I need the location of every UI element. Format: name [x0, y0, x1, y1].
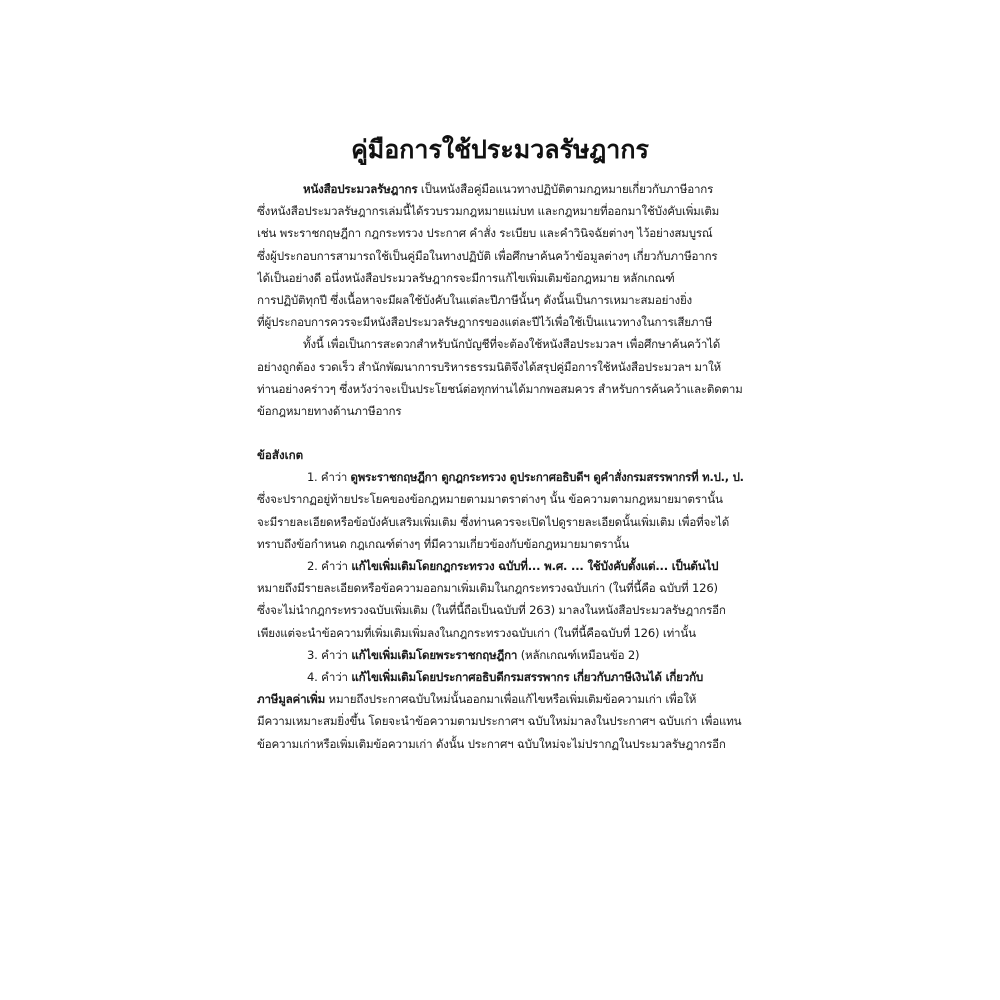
notes-heading: ข้อสังเกต — [257, 448, 304, 463]
note-2-line-2: หมายถึงมีรายละเอียดหรือข้อความออกมาเพิ่มเติมในกฎกระทรวงฉบับเก่า (ในที่นี้คือ ฉบับที่ 126) — [257, 581, 718, 596]
note-4-line-3: มีความเหมาะสมยิ่งขึ้น โดยจะนำข้อความตามประกาศฯ ฉบับใหม่มาลงในประกาศฯ ฉบับเก่า เพื่อแทน — [257, 714, 742, 729]
note-4-term-2: ภาษีมูลค่าเพิ่ม — [257, 692, 326, 707]
para2-line-3: ท่านอย่างคร่าวๆ ซึ่งหวังว่าจะเป็นประโยชน์ต่อทุกท่านได้มากพอสมควร สำหรับการค้นคว้าและติดตาม — [257, 381, 743, 396]
para2-line-1: ทั้งนี้ เพื่อเป็นการสะดวกสำหรับนักบัญชีที่จะต้องใช้หนังสือประมวลฯ เพื่อศึกษาค้นคว้าได้ — [303, 337, 721, 352]
intro-line-6: การปฏิบัติทุกปี ซึ่งเนื้อหาจะมีผลใช้บังคับในแต่ละปีภาษีนั้นๆ ดังนั้นเป็นการเหมาะสมอย่างยิ่ง — [257, 292, 693, 307]
intro-line-4: ซึ่งผู้ประกอบการสามารถใช้เป็นคู่มือในทางปฏิบัติ เพื่อศึกษาค้นคว้าข้อมูลต่างๆ เกี่ยวกับภาษีอากร — [257, 248, 718, 263]
note-1-line-3: จะมีรายละเอียดหรือข้อบังคับเสริมเพิ่มเติม ซึ่งท่านควรจะเปิดไปดูรายละเอียดนั้นเพิ่มเติม เพื่อที่จะได้ — [257, 514, 730, 529]
note-1 — [257, 466, 745, 555]
page-title: คู่มือการใช้ประมวลรัษฎากร — [351, 135, 649, 164]
note-1-term: ดูพระราชกฤษฎีกา ดูกฎกระทรวง ดูประกาศอธิบดีฯ ดูคำสั่งกรมสรรพากรที่ ท.ป., ป. — [350, 470, 744, 485]
note-2-line-4: เพียงแต่จะนำข้อความที่เพิ่มเติมเพิ่มลงในกฎกระทรวงฉบับเก่า (ในที่นี้คือฉบับที่ 126) เท่านั้น — [257, 625, 696, 640]
note-1-number: 1. คำว่า — [307, 470, 351, 485]
note-4 — [257, 666, 745, 755]
para2-line-4: ข้อกฎหมายทางด้านภาษีอากร — [257, 403, 402, 418]
intro-bold-term: หนังสือประมวลรัษฎากร — [303, 182, 418, 196]
intro-paragraph — [257, 178, 745, 333]
note-4-line-2: หมายถึงประกาศฉบับใหม่นั้นออกมาเพื่อแก้ไขหรือเพิ่มเติมข้อความเก่า เพื่อให้ — [325, 692, 697, 707]
note-3 — [257, 644, 745, 666]
para2-line-2: อย่างถูกต้อง รวดเร็ว สำนักพัฒนาการบริหารธรรมนิติจึงได้สรุปคู่มือการใช้หนังสือประมวลฯ มาให้ — [257, 359, 722, 374]
intro-line-7: ที่ผู้ประกอบการควรจะมีหนังสือประมวลรัษฎากรของแต่ละปีไว้เพื่อใช้เป็นแนวทางในการเสียภาษี — [257, 315, 713, 330]
note-2 — [257, 555, 745, 644]
note-2-term: แก้ไขเพิ่มเติมโดยกฎกระทรวง ฉบับที่... พ.ศ. ... ใช้บังคับตั้งแต่... เป็นต้นไป — [351, 559, 719, 573]
intro-line-2: ซึ่งหนังสือประมวลรัษฎากรเล่มนี้ได้รวบรวมกฎหมายแม่บท และกฎหมายที่ออกมาใช้บังคับเพิ่มเติม — [257, 204, 720, 219]
note-4-number: 4. คำว่า — [307, 669, 352, 684]
note-2-number: 2. คำว่า — [307, 559, 352, 573]
note-2-line-3: ซึ่งจะไม่นำกฎกระทรวงฉบับเพิ่มเติม (ในที่นี้ถือเป็นฉบับที่ 263) มาลงในหนังสือประมวลรัษฎากรอีก — [257, 603, 726, 618]
note-4-line-4: ข้อความเก่าหรือเพิ่มเติมข้อความเก่า ดังนั้น ประกาศฯ ฉบับใหม่จะไม่ปรากฏในประมวลรัษฎากรอีก — [257, 736, 726, 751]
intro-line-5: ได้เป็นอย่างดี อนึ่งหนังสือประมวลรัษฎากรจะมีการแก้ไขเพิ่มเติมข้อกฎหมาย หลักเกณฑ์ — [257, 270, 675, 285]
note-1-line-4: ทราบถึงข้อกำหนด กฎเกณฑ์ต่างๆ ที่มีความเกี่ยวข้องกับข้อกฎหมายมาตรานั้น — [257, 536, 630, 551]
note-3-rest: (หลักเกณฑ์เหมือนข้อ 2) — [517, 647, 640, 662]
intro-line-1: เป็นหนังสือคู่มือแนวทางปฏิบัติตามกฎหมายเกี่ยวกับภาษีอากร — [417, 182, 714, 196]
note-3-number: 3. คำว่า — [307, 647, 352, 662]
document-body — [257, 178, 745, 755]
note-1-line-2: ซึ่งจะปรากฏอยู่ท้ายประโยคของข้อกฎหมายตามมาตราต่างๆ นั้น ข้อความตามกฎหมายมาตรานั้น — [257, 492, 723, 507]
intro-line-3: เช่น พระราชกฤษฎีกา กฎกระทรวง ประกาศ คำสั่ง ระเบียบ และคำวินิจฉัยต่างๆ ไว้อย่างสมบูรณ์ — [257, 226, 713, 241]
second-paragraph — [257, 333, 745, 422]
note-4-term: แก้ไขเพิ่มเติมโดยประกาศอธิบดีกรมสรรพากร เกี่ยวกับภาษีเงินได้ เกี่ยวกับ — [351, 669, 704, 684]
note-3-term: แก้ไขเพิ่มเติมโดยพระราชกฤษฎีกา — [351, 647, 518, 662]
